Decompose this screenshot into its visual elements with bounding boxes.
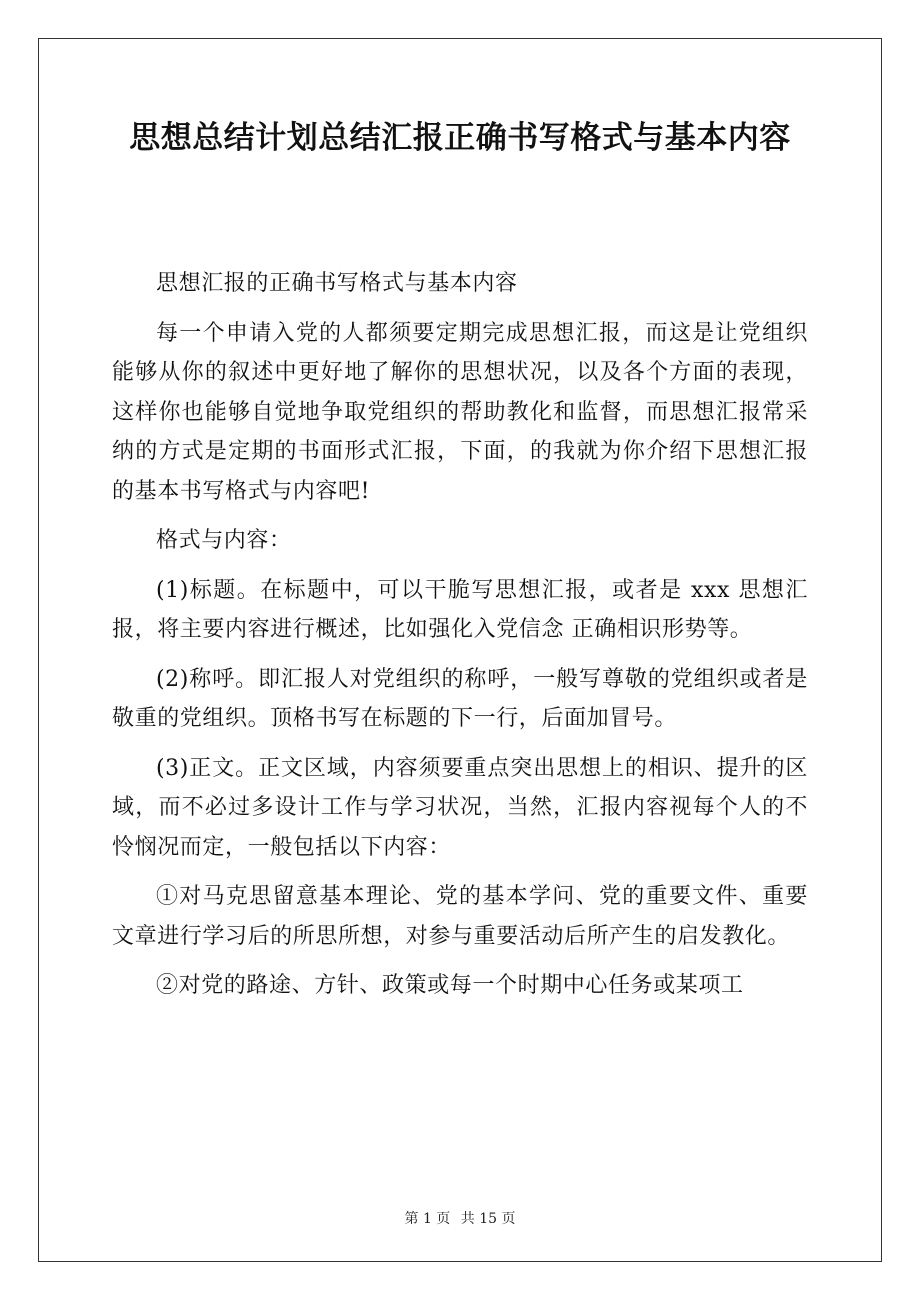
body-paragraph: 思想汇报的正确书写格式与基本内容 <box>156 271 518 296</box>
body-paragraph: (2)称呼。即汇报人对党组织的称呼，一般写尊敬的党组织或者是敬重的党组织。顶格书写在标题的下一行，后面加冒号。 <box>112 666 808 731</box>
body-paragraph: (1)标题。在标题中，可以干脆写思想汇报，或者是 xxx 思想汇报，将主要内容进行概述，比如强化入党信念 正确相识形势等。 <box>112 577 808 642</box>
document-body <box>112 264 808 1016</box>
body-paragraph: ②对党的路途、方针、政策或每一个时期中心任务或某项工 <box>156 973 744 998</box>
body-paragraph: ①对马克思留意基本理论、党的基本学问、党的重要文件、重要文章进行学习后的所思所想，对参与重要活动后所产生的启发教化。 <box>112 884 808 949</box>
document-title: 思想总结计划总结汇报正确书写格式与基本内容 <box>129 120 791 156</box>
body-paragraph: 格式与内容： <box>156 528 292 553</box>
body-paragraph: (3)正文。正文区域，内容须要重点突出思想上的相识、提升的区域，而不必过多设计工作与学习状况，当然，汇报内容视每个人的不怜悯况而定，一般包括以下内容： <box>112 755 808 860</box>
page-number: 第 1 页 <box>404 1211 451 1227</box>
page-footer <box>0 1208 920 1228</box>
body-paragraph: 每一个申请入党的人都须要定期完成思想汇报，而这是让党组织能够从你的叙述中更好地了解你的思想状况，以及各个方面的表现，这样你也能够自觉地争取党组织的帮助教化和监督，而思想汇报常采纳的方式是定期的书面形式汇报，下面，的我就为你介绍下思想汇报的基本书写格式与内容吧! <box>112 320 808 504</box>
page-total: 共 15 页 <box>460 1211 516 1227</box>
